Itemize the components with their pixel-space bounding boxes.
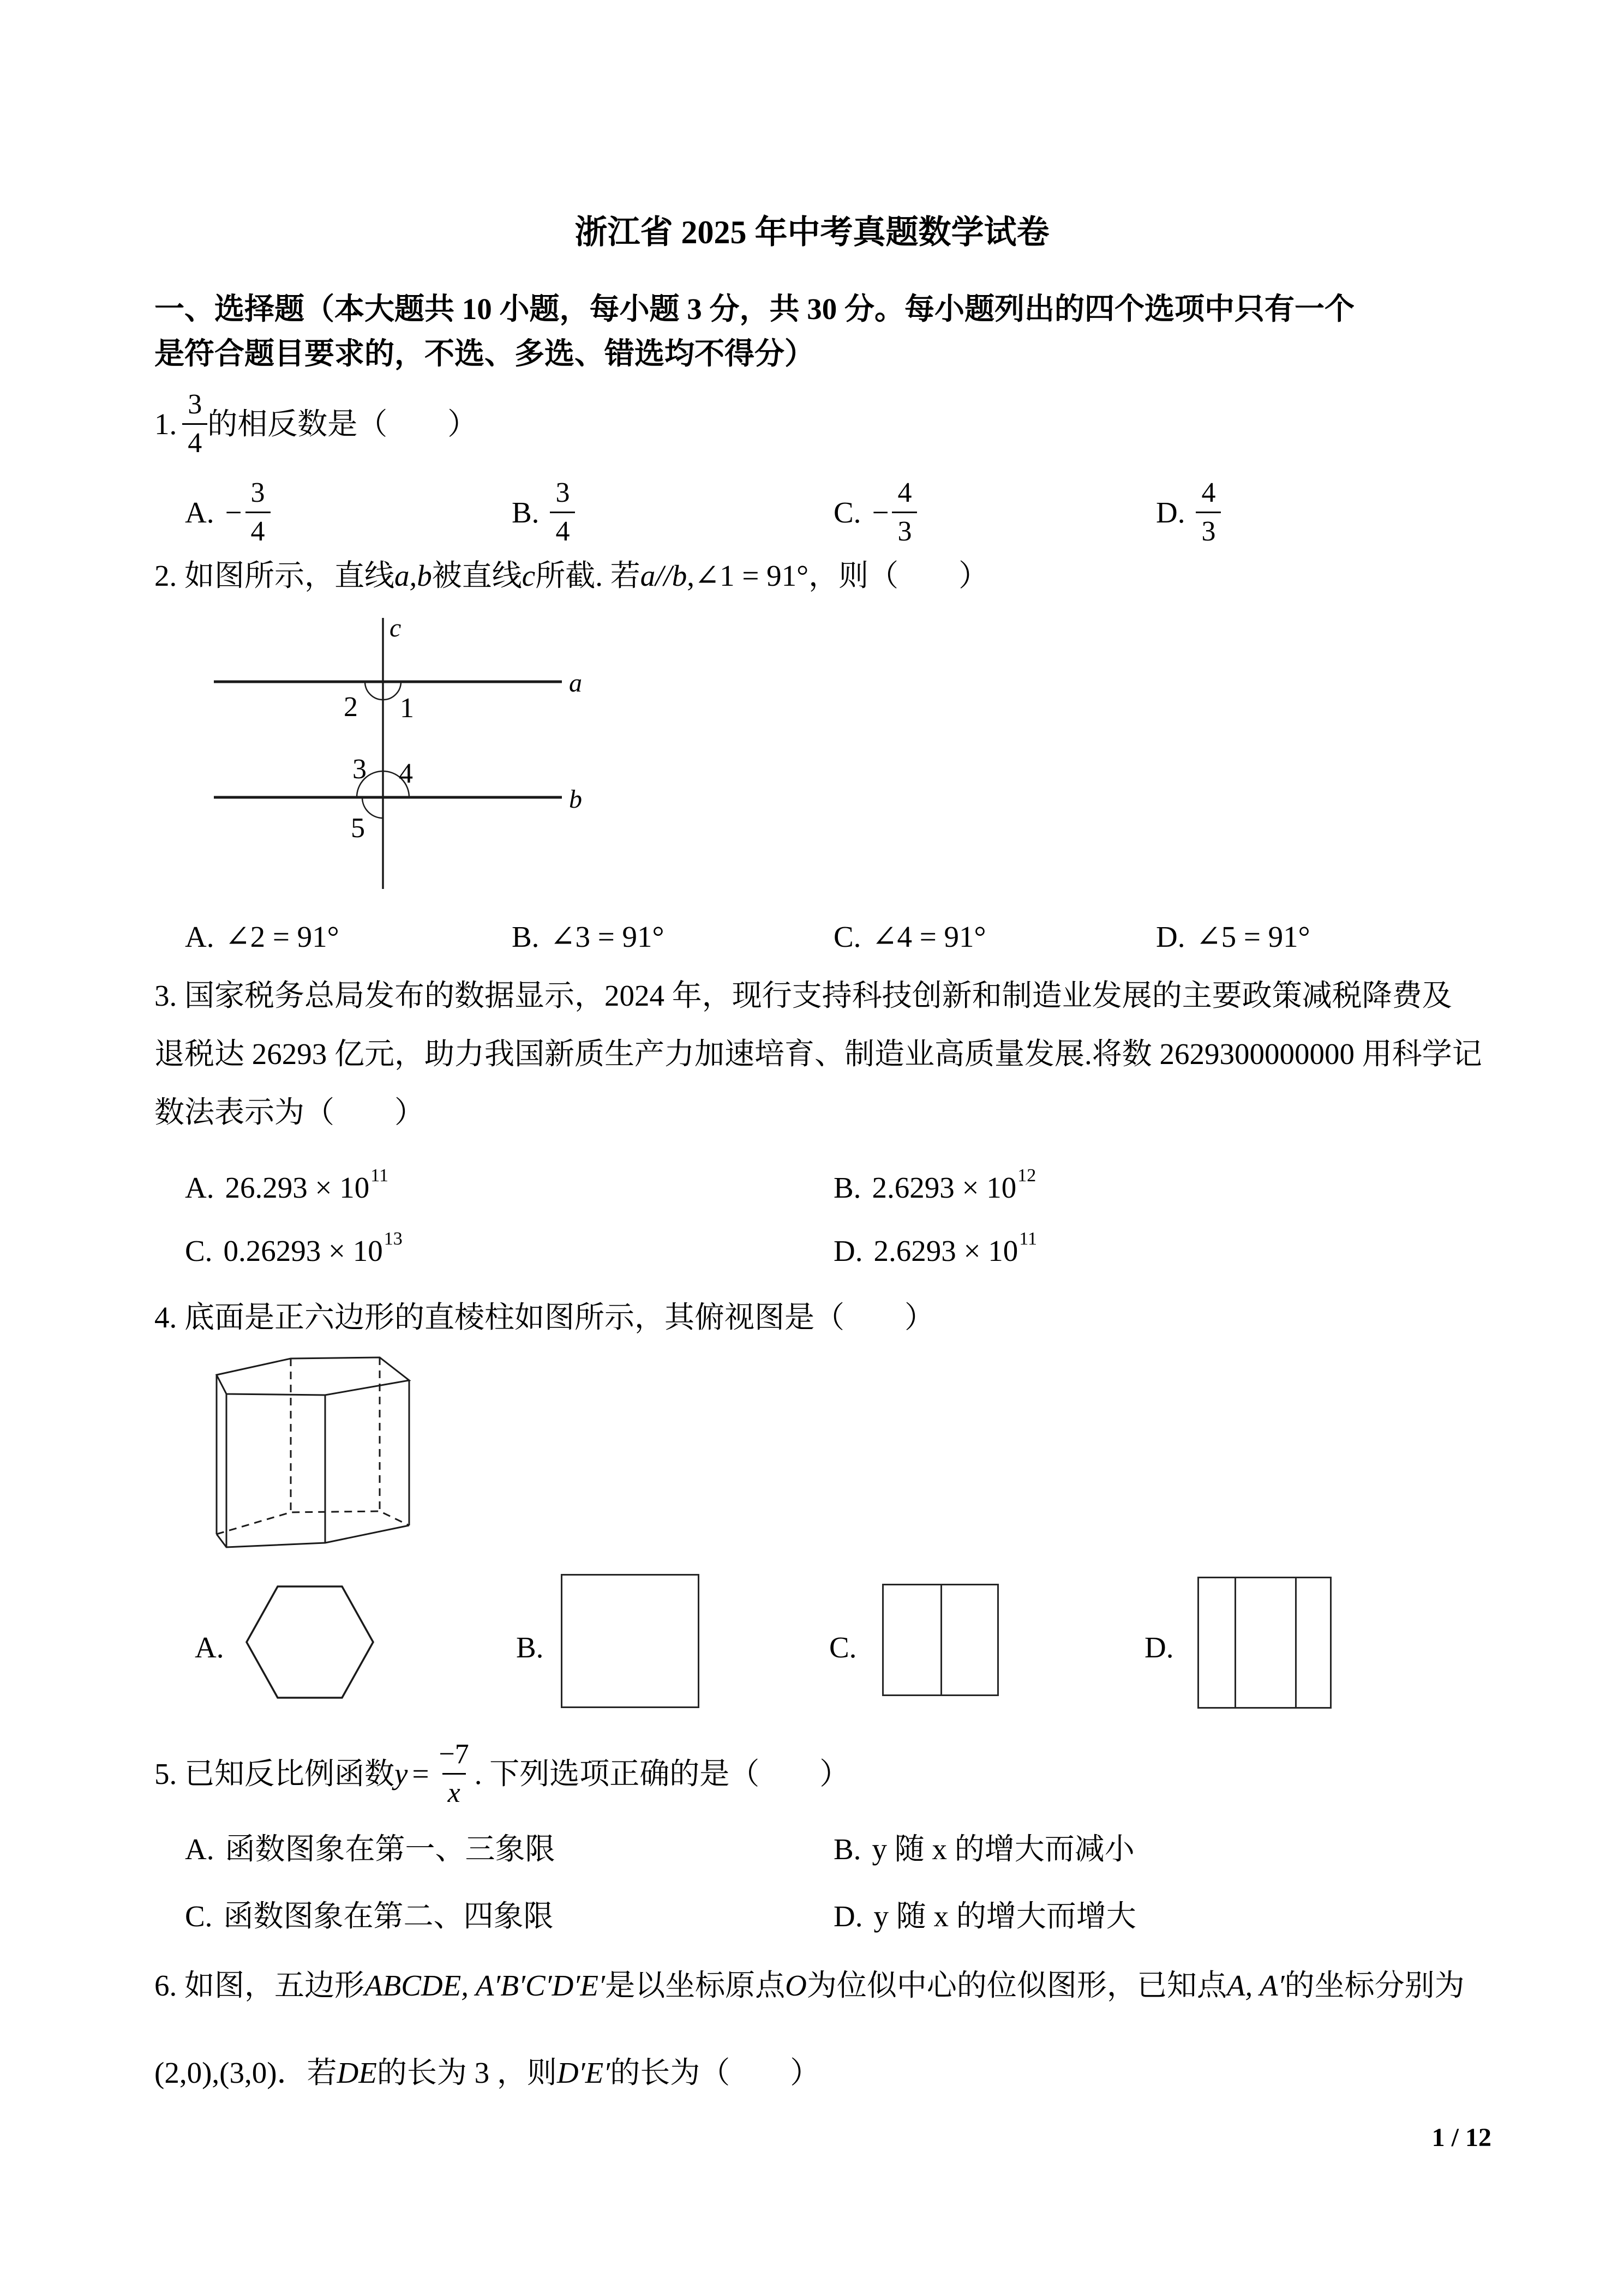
math-var: O — [785, 1969, 807, 2002]
fraction-numerator: −7 — [439, 1739, 469, 1770]
rect-column — [940, 1585, 997, 1694]
stem-text: 的长为（ ） — [610, 2056, 820, 2089]
fraction-numerator: 4 — [897, 477, 912, 509]
question-2-stem — [154, 556, 988, 596]
q4-shape-hexagon — [244, 1584, 375, 1700]
rect-column — [1235, 1578, 1296, 1707]
label-angle-4: 4 — [399, 758, 413, 789]
q4-shape-rect-2col — [882, 1584, 999, 1696]
section-heading-line1: 一、选择题（本大题共 10 小题，每小题 3 分，共 30 分。每小题列出的四个选项中只有一个 — [154, 292, 1355, 326]
q1-option-b — [512, 476, 575, 549]
q3-option-a — [185, 1165, 389, 1207]
equals-sign: = — [412, 1757, 429, 1790]
math-var: DE — [337, 2056, 377, 2089]
option-label: D. — [834, 1900, 863, 1933]
option-label: A. — [185, 1832, 214, 1866]
option-fraction — [1196, 474, 1221, 550]
stem-text: 5. 已知反比例函数 — [154, 1757, 395, 1790]
stem-text: 是以坐标原点 — [605, 1969, 786, 2002]
q5-option-b — [834, 1830, 1135, 1869]
q5-option-c — [185, 1897, 553, 1936]
math-var-y: y — [394, 1757, 408, 1790]
option-sign: − — [872, 495, 889, 529]
stem-text: . 下列选项正确的是（ ） — [474, 1757, 850, 1790]
section-heading-line2: 是符合题目要求的，不选、多选、错选均不得分） — [154, 337, 815, 370]
option-label: B. — [834, 1832, 861, 1866]
label-b: b — [569, 785, 582, 814]
math-var: c — [522, 559, 536, 592]
option-label: D. — [1156, 920, 1185, 953]
q4-option-label-a: A. — [195, 1631, 224, 1664]
stem-text: 为位似中心的位似图形，已知点 — [806, 1969, 1227, 2002]
q1-option-c — [834, 476, 917, 549]
option-label: B. — [512, 920, 540, 953]
option-sign: − — [225, 495, 242, 529]
label-angle-5: 5 — [351, 813, 365, 844]
option-fraction — [550, 474, 575, 550]
q4-option-label-b: B. — [516, 1631, 544, 1664]
option-label: D. — [834, 1234, 863, 1267]
stem-text: 6. 如图，五边形 — [154, 1969, 365, 2002]
option-text: ∠2 = 91° — [225, 920, 339, 953]
fraction-denominator: 4 — [245, 512, 271, 550]
option-label: B. — [834, 1171, 861, 1204]
stem-text: 的坐标分别为 — [1284, 1969, 1465, 2002]
math-var: D′E′ — [556, 2056, 610, 2089]
exponent: 11 — [370, 1165, 389, 1186]
fraction-numerator: 3 — [555, 477, 570, 509]
q4-hexagonal-prism-figure — [214, 1354, 412, 1550]
question-3-line1: 3. 国家税务总局发布的数据显示，2024 年，现行支持科技创新和制造业发展的主要政策减税降费及 — [154, 979, 1452, 1012]
q2-parallel-lines-figure — [213, 603, 595, 908]
fraction-denominator: 3 — [1196, 512, 1221, 550]
label-angle-3: 3 — [352, 754, 367, 785]
question-1-text: 的相反数是（ ） — [207, 407, 478, 441]
q3-option-d — [834, 1228, 1038, 1271]
option-text: ∠4 = 91° — [872, 920, 986, 953]
page-title: 浙江省 2025 年中考真题数学试卷 — [574, 214, 1050, 250]
q4-option-label-d: D. — [1144, 1631, 1174, 1664]
q1-option-a — [185, 476, 271, 549]
fraction-denominator: 4 — [182, 423, 207, 462]
rect-column — [1295, 1578, 1330, 1707]
question-1-stem — [154, 384, 477, 464]
question-1-number: 1. — [154, 407, 177, 441]
q5-option-a — [185, 1830, 555, 1869]
q2-option-a — [185, 917, 339, 957]
option-label: A. — [185, 495, 214, 529]
rect-column — [1199, 1578, 1235, 1707]
option-text: ∠3 = 91° — [550, 920, 664, 953]
option-label: C. — [185, 1234, 213, 1267]
math-var: A, A′ — [1226, 1969, 1285, 2002]
stem-text: (2,0),(3,0)．若 — [154, 2056, 337, 2089]
option-fraction — [245, 474, 271, 550]
q2-option-b — [512, 917, 664, 957]
prism-bottom-front-edges — [217, 1525, 409, 1547]
q2-option-d — [1156, 917, 1310, 957]
option-fraction — [892, 474, 917, 550]
q3-option-c — [185, 1228, 403, 1271]
option-text: ∠5 = 91° — [1196, 920, 1310, 953]
question-5-fraction — [433, 1736, 474, 1811]
option-value: 26.293 × 10 — [225, 1171, 370, 1204]
stem-text: 2. 如图所示，直线 — [154, 559, 395, 592]
option-label: D. — [1156, 495, 1185, 529]
option-label: C. — [185, 1900, 213, 1933]
rect-column — [884, 1585, 940, 1694]
option-text: y 随 x 的增大而减小 — [872, 1832, 1135, 1866]
question-6-line1 — [154, 1966, 1465, 2005]
q1-option-d — [1156, 476, 1221, 549]
q4-shape-rect-3col — [1197, 1577, 1332, 1709]
fraction-denominator: x — [442, 1773, 466, 1812]
stem-text: 的长为 3 ，则 — [376, 2056, 557, 2089]
exponent: 11 — [1019, 1228, 1038, 1249]
fraction-numerator: 3 — [250, 477, 265, 509]
stem-text: ,∠1 = 91°，则（ ） — [687, 559, 989, 592]
math-var: a,b — [394, 559, 432, 592]
fraction-numerator: 4 — [1201, 477, 1216, 509]
label-a: a — [569, 669, 582, 698]
question-1-fraction — [182, 386, 207, 461]
fraction-denominator: 3 — [892, 512, 917, 550]
option-label: C. — [834, 920, 861, 953]
question-3-line2: 退税达 26293 亿元，助力我国新质生产力加速培育、制造业高质量发展.将数 2629300000000 用科学记 — [154, 1037, 1482, 1071]
page-number: 1 / 12 — [1431, 2123, 1491, 2152]
option-label: C. — [834, 495, 861, 529]
stem-text: 所截. 若 — [535, 559, 640, 592]
q2-option-c — [834, 917, 986, 957]
math-var: ABCDE, A′B′C′D′E′ — [364, 1969, 606, 2002]
fraction-numerator: 3 — [188, 389, 202, 420]
option-label: A. — [185, 920, 214, 953]
label-c: c — [389, 614, 401, 642]
label-angle-1: 1 — [400, 693, 414, 724]
q4-shape-square — [561, 1574, 699, 1708]
hexagon-outline — [247, 1586, 373, 1698]
option-value: 0.26293 × 10 — [223, 1234, 383, 1267]
option-value: 2.6293 × 10 — [872, 1171, 1017, 1204]
option-value: 2.6293 × 10 — [873, 1234, 1018, 1267]
exponent: 13 — [383, 1228, 403, 1249]
angle-arc-b-lower — [362, 797, 383, 818]
question-4-stem: 4. 底面是正六边形的直棱柱如图所示，其俯视图是（ ） — [154, 1301, 935, 1334]
label-angle-2: 2 — [344, 692, 358, 723]
option-text: y 随 x 的增大而增大 — [873, 1900, 1136, 1933]
option-label: B. — [512, 495, 540, 529]
question-5-stem — [154, 1739, 850, 1808]
q4-option-label-c: C. — [829, 1631, 857, 1664]
option-text: 函数图象在第一、三象限 — [225, 1832, 555, 1866]
question-3-line3: 数法表示为（ ） — [154, 1096, 425, 1129]
question-6-line2 — [154, 2053, 820, 2093]
option-label: A. — [185, 1171, 214, 1204]
stem-text: 被直线 — [432, 559, 522, 592]
exponent: 12 — [1017, 1165, 1036, 1186]
option-text: 函数图象在第二、四象限 — [223, 1900, 554, 1933]
q5-option-d — [834, 1897, 1136, 1936]
q3-option-b — [834, 1165, 1036, 1207]
math-var: a//b — [640, 559, 687, 592]
fraction-denominator: 4 — [550, 512, 575, 550]
